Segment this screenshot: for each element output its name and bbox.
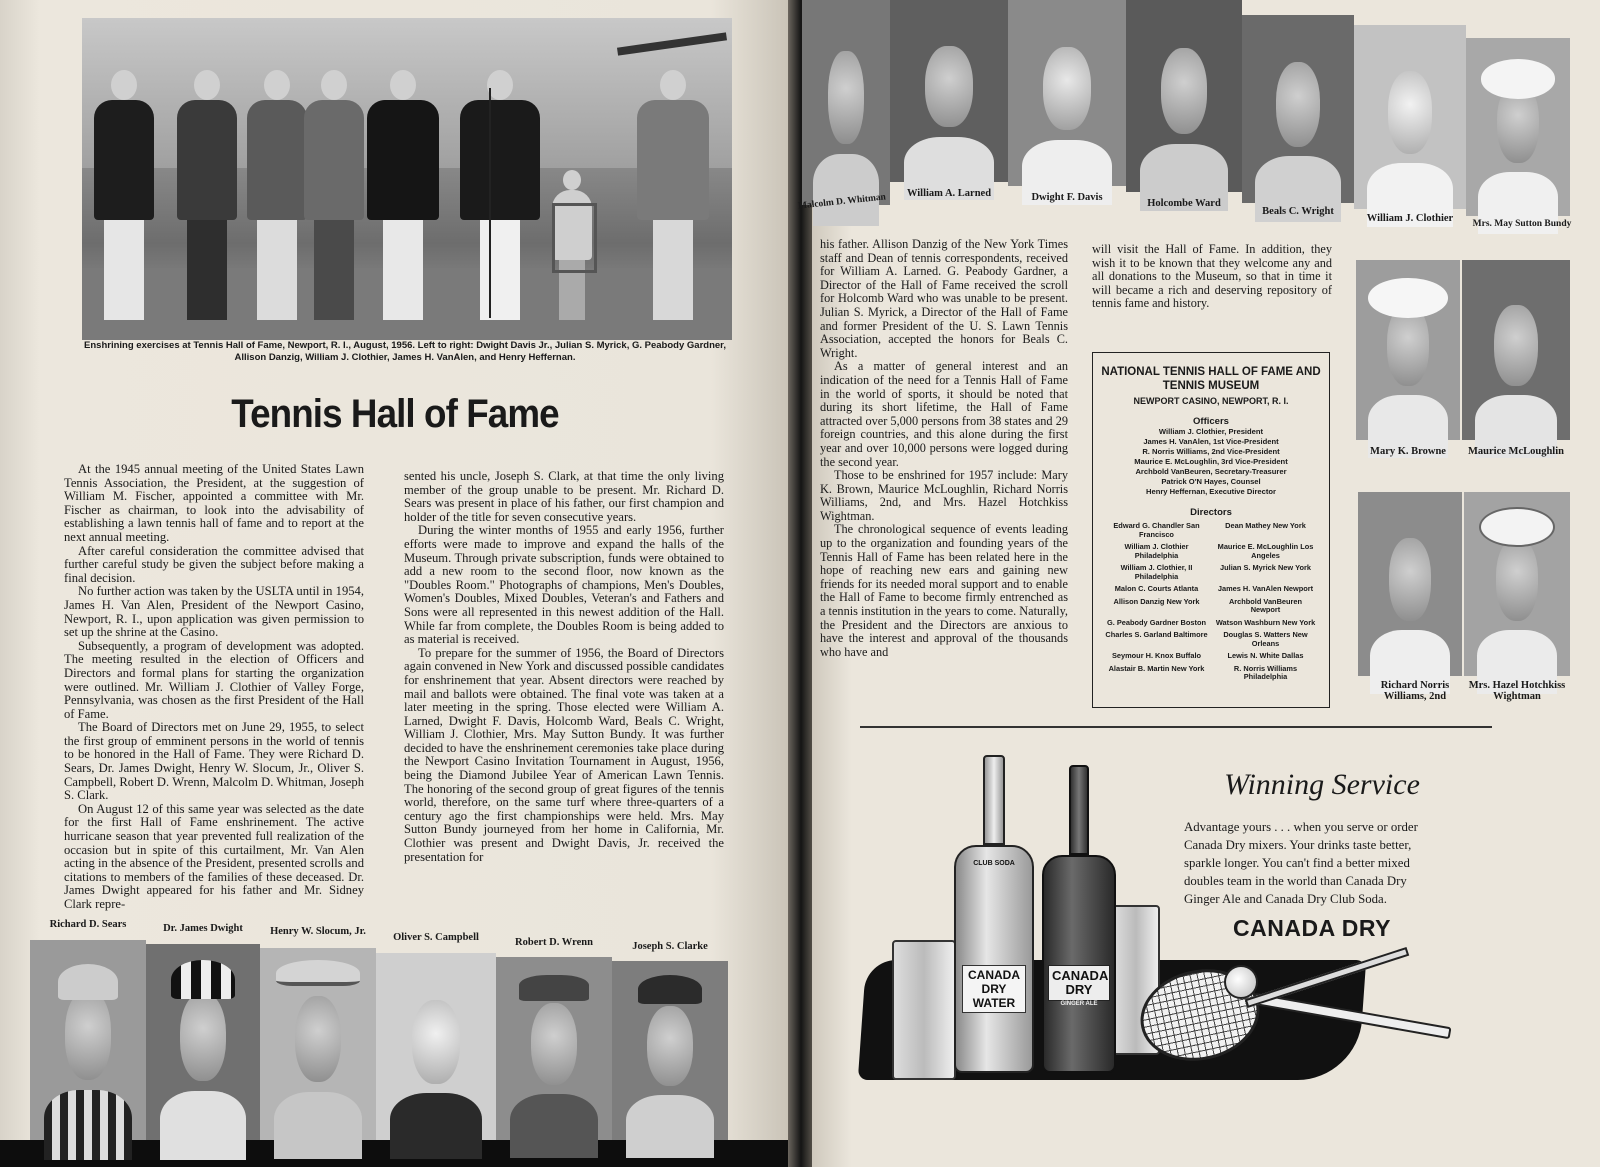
club-soda-bottle: [954, 755, 1034, 1075]
portrait-photo: [1008, 0, 1126, 186]
portrait-name: Maurice McLoughlin: [1468, 446, 1564, 457]
tennis-ball-icon: [1224, 965, 1258, 999]
ad-headline: Winning Service: [1224, 768, 1420, 801]
bottle-label: CANADA DRY: [1048, 965, 1110, 1001]
paragraph: The chronological sequence of events leading up to the organization and founding years of the Tennis Hall of Fame has been related here in the hope of reaching new ears and gaining new friends for its needed moral support and to enable the Hall of Fame to become firmly entrenched as a tennis institution in the years to come. Naturally, the President and the Directors are anxious to have the interest and approval of the thousands who have and: [820, 522, 1068, 659]
director-entry: Allison Danzig New York: [1113, 596, 1200, 606]
divider-rule: [860, 726, 1492, 728]
portrait-name: Richard Norris Williams, 2nd: [1380, 680, 1450, 702]
portrait-photo: [1354, 25, 1466, 209]
portrait-photo: [612, 961, 728, 1140]
director-entry: Alastair B. Martin New York: [1108, 663, 1205, 673]
portrait-name: Richard D. Sears: [49, 919, 127, 930]
director-entry: Seymour H. Knox Buffalo: [1111, 651, 1202, 660]
portrait-photo: [30, 940, 146, 1140]
directors-heading: Directors: [1190, 507, 1232, 518]
director-entry: R. Norris Williams Philadelphia: [1233, 663, 1298, 681]
paragraph: After careful consideration the committee advised that further careful study be given the subject before making a final decision.: [64, 543, 364, 585]
director-entry: G. Peabody Gardner Boston: [1107, 617, 1206, 627]
left-page: [0, 0, 790, 1140]
portrait-photo: [1126, 0, 1242, 192]
portrait-name: Beals C. Wright: [1262, 206, 1334, 217]
ad-body-text: Advantage yours . . . when you serve or order Canada Dry mixers. Your drinks taste better, sparkle longer. You can't find a better mixed doubles team in the world than Canada Dry Ginger Ale and Canada Dry Club Soda.: [1184, 820, 1418, 906]
box-location: NEWPORT CASINO, NEWPORT, R. I.: [1133, 396, 1289, 406]
portrait-name: William J. Clothier: [1366, 213, 1454, 224]
paragraph: Subsequently, a program of development was adopted. The meeting resulted in the election of Officers and Directors and formal plans for starting the organization were outlined. Mr. William J. Clothier of Valley Forge, Pennsylvania, was chosen as the first President of the Hall of Fame.: [64, 638, 364, 721]
portrait-photo: [146, 944, 260, 1140]
ginger-ale-bottle: [1042, 765, 1116, 1075]
portrait-name: William A. Larned: [906, 188, 992, 199]
portrait-photo: [1242, 15, 1354, 203]
paragraph: will visit the Hall of Fame. In addition, they wish it to be known that they welcome any and all donations to the Museum, so that in time it will became a rich and deserving repository of tennis fame and history.: [1092, 242, 1332, 311]
director-entry: William J. Clothier Philadelphia: [1124, 542, 1189, 560]
portrait-name: Dwight F. Davis: [1031, 192, 1103, 203]
director-entry: Julian S. Myrick New York: [1220, 563, 1311, 572]
box-title: NATIONAL TENNIS HALL OF FAME AND TENNIS MUSEUM: [1101, 366, 1321, 392]
portrait-photo: [802, 0, 890, 205]
top-photo-caption: Enshrining exercises at Tennis Hall of Fame, Newport, R. I., August, 1956. Left to right: Dwight Davis Jr., Julian S. Myrick, G. Peabody Gardner, Allison Danzig, William J. Clothier, James H. VanAlen, and Henry Heffernan.: [84, 340, 726, 363]
officer-line: James H. VanAlen, 1st Vice-President: [1143, 437, 1279, 446]
paragraph: As a matter of general interest and an indication of the need for a Tennis Hall of Fame in the world of sports, it should be noted that during its short lifetime, the Hall of Fame attracted over 5,000 persons from 38 states and 29 foreign countries, and this alone during the first year and over 10,000 persons were logged during the second year.: [820, 359, 1068, 469]
officer-line: Henry Heffernan, Executive Director: [1146, 487, 1276, 496]
paragraph: To prepare for the summer of 1956, the Board of Directors again convened in New York and discussed possible candidates for enshrinement that year. Absent directors were reached by mail and ballots were obtained. The final vote was taken at a later meeting in the spring. Those elected were William A. Larned, Dwight F. Davis, Holcomb Ward, Beals C. Wright, William J. Clothier, Mrs. May Sutton Bundy. It was further decided to have the enshrinement ceremonies take place during the Newport Casino Invitation Tournament in August, 1956, being the Diamond Jubilee Year of American Lawn Tennis. The honoring of the second group of great figures of the tennis world, therefore, on the same turf where three-quarters of a century ago the first championships were held. Mrs. May Sutton Bundy journeyed from her home in California, Mr. Clothier was present and Dwight Davis, Jr. received the presentation for: [404, 645, 724, 864]
portrait-name: Henry W. Slocum, Jr.: [270, 926, 366, 937]
director-entry: Dean Mathey New York: [1225, 521, 1306, 530]
right-column-1: [820, 238, 1068, 659]
director-entry: Watson Washburn New York: [1215, 617, 1316, 627]
director-entry: Maurice E. McLoughlin Los Angeles: [1217, 542, 1314, 560]
portrait-photo: [496, 957, 612, 1140]
officer-line: R. Norris Williams, 2nd Vice-President: [1142, 447, 1280, 456]
officer-line: Maurice E. McLoughlin, 3rd Vice-President: [1134, 457, 1288, 466]
director-entry: Charles S. Garland Baltimore: [1105, 630, 1208, 639]
portrait-name: Malcolm D. Whitman: [797, 192, 887, 212]
portrait-name: Mrs. Hazel Hotchkiss Wightman: [1468, 680, 1566, 702]
officer-line: William J. Clothier, President: [1158, 427, 1264, 436]
paragraph: The Board of Directors met on June 29, 1955, to select the first group of emminent persons in the world of tennis to be honored in the Hall of Fame. They were Richard D. Sears, Dr. James Dwight, Henry W. Slocum, Jr., Oliver S. Campbell, Robert D. Wrenn, Malcolm D. Whitman, Joseph S. Clark.: [64, 720, 364, 803]
portrait-name: Mrs. May Sutton Bundy: [1472, 219, 1572, 229]
director-entry: William J. Clothier, II Philadelphia: [1120, 563, 1193, 581]
bottle-label: CLUB SODA: [973, 860, 1015, 867]
portrait-name: Mary K. Browne: [1370, 446, 1446, 457]
paragraph: On August 12 of this same year was selected as the date for the first Hall of Fame enshrinement. The active hurricane season that year prevented full realization of the occasion but in spite of this curtailment, Mr. Van Alen acting in the absence of the President, presented scrolls and citations to members of the families of these deceased. Dr. James Dwight appeared for his father and Mr. Sidney Clark repre-: [64, 801, 364, 911]
director-entry: Douglas S. Watters New Orleans: [1223, 630, 1308, 648]
ceremony-photo: [82, 18, 732, 340]
portrait-photo: [1464, 492, 1570, 676]
portrait-photo: [1356, 260, 1460, 440]
officers-heading: Officers: [1193, 416, 1229, 427]
bottle-label: GINGER ALE: [1060, 1001, 1098, 1007]
right-column-2: [1092, 243, 1332, 311]
paragraph: sented his uncle, Joseph S. Clark, at that time the only living member of the group unable to be present. Mr. Richard D. Sears was present in place of his father, our first champion and holder of the title for seven consecutive years.: [404, 469, 724, 524]
right-page: [797, 0, 1600, 1167]
portrait-name: Holcombe Ward: [1147, 198, 1221, 209]
officer-line: Archbold VanBeuren, Secretary-Treasurer: [1135, 467, 1287, 476]
portrait-name: Dr. James Dwight: [163, 923, 243, 934]
paragraph: Those to be enshrined for 1957 include: Mary K. Brown, Maurice McLoughlin, Richard Norris Williams, 2nd, and Mrs. Hazel Hotchkiss Wightman.: [820, 468, 1068, 523]
portrait-photo: [1466, 38, 1570, 216]
paragraph: No further action was taken by the USLTA until in 1954, James H. Van Alen, President of the Newport Casino, Newport, R. I., upon application was given permission to set up the shrine at the Casino.: [64, 584, 364, 640]
portrait-photo: [376, 953, 496, 1140]
directors-list: [1093, 522, 1329, 685]
bottle-label: CANADA DRY WATER: [962, 965, 1026, 1013]
left-column-2: [404, 470, 724, 864]
paragraph: During the winter months of 1955 and early 1956, further efforts were made to improve and expand the halls of the Museum. Through private subscription, funds were obtained to add a new room to the second floor, now known as the "Doubles Room." Photographs of champions, Men's Doubles, Women's Doubles, Mixed Doubles, Veteran's and Fathers and Sons were all represented in this newest addition of the Hall. While far from complete, the Doubles Room is being added to as material is received.: [404, 523, 724, 647]
ad-brand-logo: CANADA DRY: [1233, 915, 1391, 941]
officers-directors-box: [1092, 352, 1330, 708]
director-entry: Archbold VanBeuren Newport: [1228, 596, 1303, 614]
portrait-name: Joseph S. Clarke: [632, 941, 708, 952]
portrait-name: Oliver S. Campbell: [393, 932, 479, 943]
portrait-photo: [1358, 492, 1462, 676]
director-entry: James H. VanAlen Newport: [1217, 584, 1314, 593]
portrait-photo: [260, 948, 376, 1140]
page-title: Tennis Hall of Fame: [231, 392, 559, 436]
portrait-photo: [1462, 260, 1570, 440]
director-entry: Lewis N. White Dallas: [1227, 651, 1304, 660]
portrait-name: Robert D. Wrenn: [515, 937, 593, 948]
paragraph: his father. Allison Danzig of the New York Times staff and Dean of tennis correspondents, received for William A. Larned. G. Peabody Gardner, a Director of the Hall of Fame received the scroll for Holcomb Ward who was unable to be present. Julian S. Myrick, a Director of the Hall of Fame and former President of the U. S. Lawn Tennis Association, accepted the honors for Beals C. Wright.: [820, 237, 1068, 360]
left-column-1: [64, 463, 364, 912]
officer-line: Patrick O'N Hayes, Counsel: [1161, 477, 1261, 486]
director-entry: Edward G. Chandler San Francisco: [1113, 521, 1200, 539]
director-entry: Malon C. Courts Atlanta: [1114, 584, 1199, 593]
portrait-photo: [890, 0, 1008, 182]
paragraph: At the 1945 annual meeting of the United States Lawn Tennis Association, the President, at the suggestion of William M. Fischer, appointed a committee with Mr. Fischer as chairman, to look into the advisability of establishing a lawn tennis hall of fame and to report at the next annual meeting.: [64, 462, 364, 544]
